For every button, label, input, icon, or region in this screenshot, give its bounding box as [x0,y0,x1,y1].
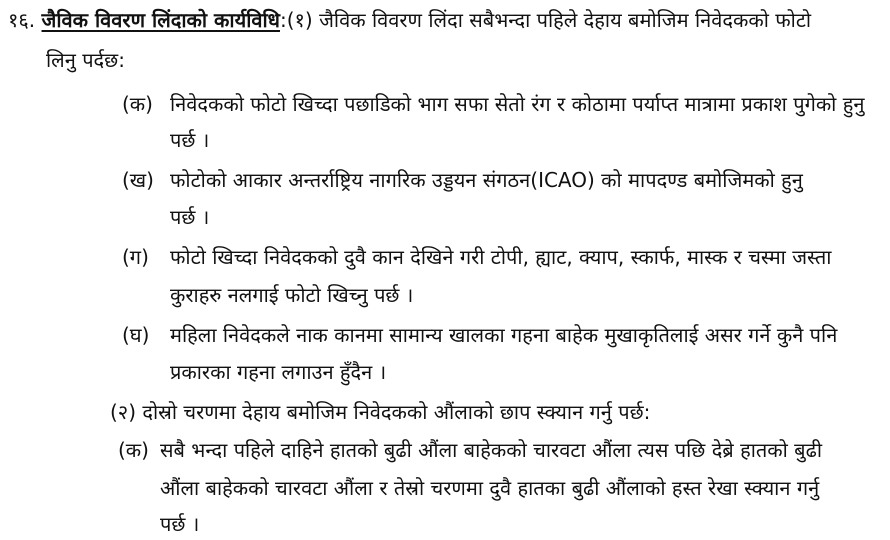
item-label: (क) [118,438,149,462]
heading-colon: : [279,8,287,32]
item-text-line2: कुराहरु नलगाई फोटो खिच्नु पर्छ । [170,283,414,307]
item-text-line1: सबै भन्दा पहिले दाहिने हातको बुढी औंला बाहेकको चारवटा औंला त्यस पछि देब्रे हातको बुढी [160,438,823,462]
item-text-line2: पर्छ । [170,205,210,229]
item-label: (ग) [122,245,149,269]
section-intro-line2: लिनु पर्दछ: [46,48,125,72]
item-text-line2: औंला बाहेकको चारवटा औंला र तेस्रो चरणमा दुवै हातका बुढी औंलाको हस्त रेखा स्क्यान गर्नु [160,476,820,500]
item-text-line1: निवेदकको फोटो खिच्दा पछाडिको भाग सफा सेतो रंग र कोठामा पर्याप्त मात्रामा प्रकाश पुगेको हुनु [170,92,865,116]
item-text-line1: महिला निवेदकले नाक कानमा सामान्य खालका गहना बाहेक मुखाकृतिलाई असर गर्ने कुनै पनि [170,323,838,347]
section-intro-line1: (१) जैविक विवरण लिंदा सबैभन्दा पहिले देहाय बमोजिम निवेदकको फोटो [286,8,812,32]
item-label: (क) [122,92,153,116]
section-number: १६. [8,8,36,32]
sub2-intro: (२) दोस्रो चरणमा देहाय बमोजिम निवेदकको औंलाको छाप स्क्यान गर्नु पर्छ: [110,400,651,424]
item-text-line1: फोटोको आकार अन्तर्राष्ट्रिय नागरिक उड्डयन संगठन(ICAO) को मापदण्ड बमोजिमको हुनु [170,168,803,192]
item-text-line2: प्रकारका गहना लगाउन हुँदैन । [170,360,387,384]
item-text-line3: पर्छ । [160,512,200,536]
item-label: (ख) [122,168,154,192]
section-heading-line [8,6,811,34]
section-heading: जैविक विवरण लिंदाको कार्यविधि [41,8,280,32]
item-label: (घ) [122,323,150,347]
item-text-line2: पर्छ । [170,128,210,152]
item-text-line1: फोटो खिच्दा निवेदकको दुवै कान देखिने गरी टोपी, ह्याट, क्याप, स्कार्फ, मास्क र चस्मा जस्ता [170,245,832,269]
